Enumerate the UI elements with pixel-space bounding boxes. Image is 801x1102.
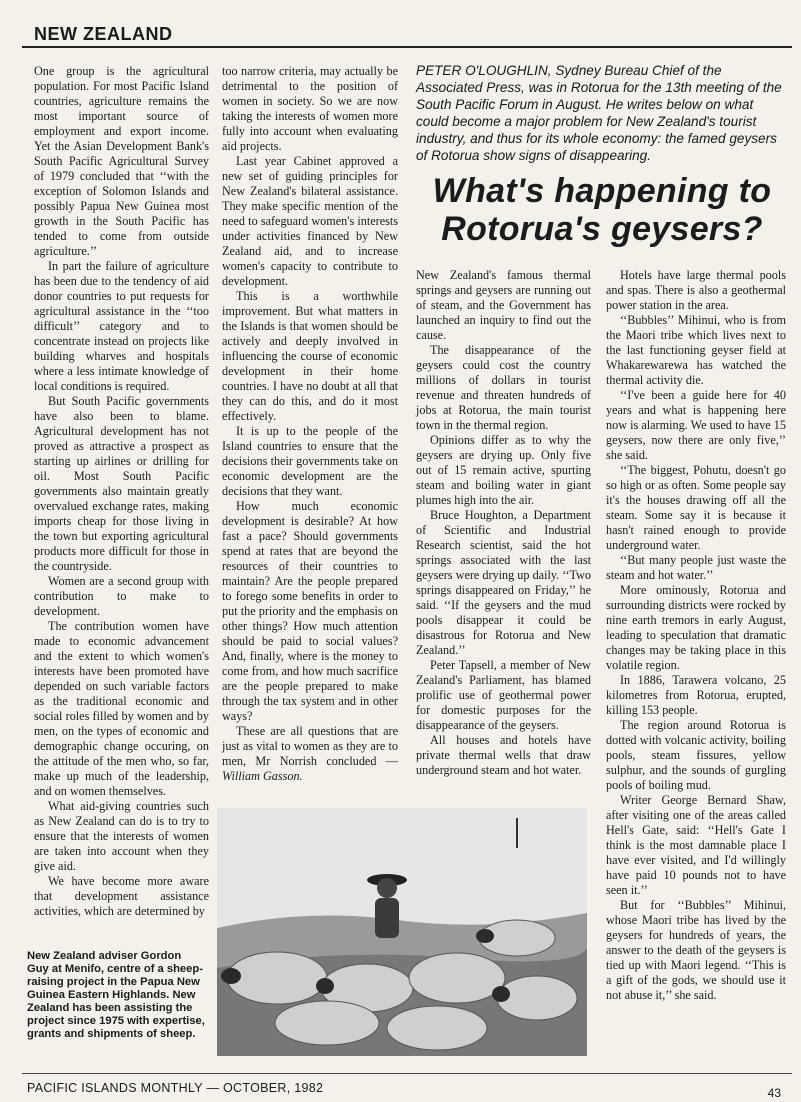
paragraph: New Zealand's famous thermal springs and geysers are running out of steam, and the Government has launched an inquiry to find out the cause. xyxy=(416,268,591,342)
paragraph: This is a worthwhile improvement. But what matters in the Islands is that women should be actively and deeply involved in influencing the course of economic development in their home countries. I have no doubt at all that they can do this, and do it most effectively. xyxy=(222,289,398,423)
photo-illustration xyxy=(217,808,587,1056)
paragraph: ‘‘I've been a guide here for 40 years and what is happening here now is alarming. We used to have 15 geysers, now there are only five,’’ she said. xyxy=(606,388,786,462)
article-column-2 xyxy=(222,64,398,784)
photo-caption: New Zealand adviser Gordon Guy at Menifo, centre of a sheep-raising project in the Papua New Guinea Eastern Highlands. New Zealand has been assisting the project since 1975 with expertise, grants and shipments of sheep. xyxy=(27,950,205,1040)
footer-rule xyxy=(22,1073,792,1074)
page-number: 43 xyxy=(767,1086,781,1100)
paragraph: ‘‘Bubbles’’ Mihinui, who is from the Maori tribe which lives next to the last functioning geyser field at Whakarewarewa has watched the thermal activity die. xyxy=(606,313,786,387)
article-headline xyxy=(416,172,788,248)
byline: William Gasson. xyxy=(222,769,303,783)
paragraph: In part the failure of agriculture has been due to the tendency of aid donor countries to put requests for agricultural assistance in the ‘‘too difficult’’ category and to concentrate instead on projects like building wharves and hospitals where a less intimate knowledge of local conditions is required. xyxy=(34,259,209,393)
header-rule xyxy=(22,46,792,48)
paragraph: The disappearance of the geysers could cost the country millions of dollars in tourist revenue and threaten hundreds of jobs at Rotorua, the main tourist town in the thermal region. xyxy=(416,343,591,432)
section-heading: NEW ZEALAND xyxy=(34,24,173,44)
article-column-3 xyxy=(416,268,591,778)
paragraph-text: These are all questions that are just as vital to women as they are to men, Mr Norrish concluded — xyxy=(222,724,398,768)
paragraph: But South Pacific governments have also been to blame. Agricultural development has not proved as attractive a prospect as starting up airlines or drilling for oil. Most South Pacific governments also maintain greatly overvalued exchange rates, making imports cheap for those living in the town but exporting agricultural products more difficult for those in the countryside. xyxy=(34,394,209,573)
article-column-1 xyxy=(34,64,209,919)
headline-line-1: What's happening to xyxy=(432,172,772,210)
paragraph: One group is the agricultural population. For most Pacific Island countries, agriculture remains the most important source of employment and export income. Yet the Asian Development Bank's South Pacific Agricultural Survey of 1979 concluded that ‘‘with the exception of Solomon Islands and possibly Papua New Guinea most growth in the South Pacific has tended to come from outside agriculture.’’ xyxy=(34,64,209,258)
paragraph: Bruce Houghton, a Department of Scientific and Industrial Research scientist, said the hot springs associated with the last geysers were drying up daily. ‘‘Two springs disappeared on Friday,’’ he said. ‘‘If the geysers and the mud pools disappear it could be disastrous for Rotorua and New Zealand.’’ xyxy=(416,508,591,657)
sheep-photo xyxy=(217,808,587,1056)
paragraph: All houses and hotels have private thermal wells that draw underground steam and hot water. xyxy=(416,733,591,777)
paragraph: More ominously, Rotorua and surrounding districts were rocked by nine earth tremors in early August, leading to speculation that dramatic changes may be taking place in this volatile region. xyxy=(606,583,786,672)
paragraph: We have become more aware that development assistance activities, which are determined by xyxy=(34,874,209,918)
paragraph: What aid-giving countries such as New Zealand can do is to try to ensure that the interests of women are taken into account when they give aid. xyxy=(34,799,209,873)
publication-footer: PACIFIC ISLANDS MONTHLY — OCTOBER, 1982 xyxy=(27,1081,324,1095)
paragraph: But for ‘‘Bubbles’’ Mihinui, whose Maori tribe has lived by the geysers for hundreds of years, the answer to the death of the geysers is tied up with Maori legend. ‘‘This is a gift of the gods, we should use it not abuse it,’’ she said. xyxy=(606,898,786,1002)
paragraph: Writer George Bernard Shaw, after visiting one of the areas called Hell's Gate, said: ‘‘Hell's Gate I think is the most damnable place I have ever visited, and I'd willingly have paid 10 pounds not to have seen it.’’ xyxy=(606,793,786,897)
headline-line-2: Rotorua's geysers? xyxy=(441,210,763,248)
paragraph: Hotels have large thermal pools and spas. There is also a geothermal power station in the area. xyxy=(606,268,786,312)
paragraph: The contribution women have made to economic advancement and the extent to which women's interests have been promoted have depended on such variable factors as the traditional economic and social roles filled by women and by men, on the types of economic and demographic change occuring, on the attitude of the men who, so far, make up much of the leadership, and on women themselves. xyxy=(34,619,209,798)
paragraph: How much economic development is desirable? At how fast a pace? Should governments spend at rates that are beyond the resources of their countries to maintain? Are the people prepared to forego some benefits in order to put the priority and the emphasis on other things? How much attention should be paid to social values? And, finally, where is the money to come from, and how much sacrifice are the people prepared to make through the tax system and in other ways? xyxy=(222,499,398,723)
paragraph: In 1886, Tarawera volcano, 25 kilometres from Rotorua, erupted, killing 153 people. xyxy=(606,673,786,717)
paragraph: The region around Rotorua is dotted with volcanic activity, boiling pools, steam fissures, yellow sulphur, and the sounds of gurgling pools of boiling mud. xyxy=(606,718,786,792)
article-intro: PETER O'LOUGHLIN, Sydney Bureau Chief of the Associated Press, was in Rotorua for the 13th meeting of the South Pacific Forum in August. He writes below on what could become a major problem for New Zealand's tourist industry, and thus for its whole economy: the famed geysers of Rotorua show signs of disappearing. xyxy=(416,63,782,163)
article-column-4 xyxy=(606,268,786,1003)
paragraph xyxy=(222,724,398,784)
paragraph: ‘‘The biggest, Pohutu, doesn't go so high or as often. Some people say it's the houses drawing off all the steam. Some say it is because it hasn't rained enough to provide underground water. xyxy=(606,463,786,552)
paragraph: Peter Tapsell, a member of New Zealand's Parliament, has blamed prolific use of geothermal power for domestic purposes for the disappearance of the geysers. xyxy=(416,658,591,732)
paragraph: too narrow criteria, may actually be detrimental to the position of women in society. So we are now taking the interests of women more fully into account when evaluating aid projects. xyxy=(222,64,398,153)
paragraph: Last year Cabinet approved a new set of guiding principles for New Zealand's bilateral assistance. They make specific mention of the need to safeguard women's interests under activities financed by New Zealand aid, and to increase women's capacity to contribute to development. xyxy=(222,154,398,288)
paragraph: Women are a second group with contribution to make to development. xyxy=(34,574,209,618)
paragraph: Opinions differ as to why the geysers are drying up. Only five out of 15 remain active, spurting steam and boiling water in giant plumes high into the air. xyxy=(416,433,591,507)
paragraph: ‘‘But many people just waste the steam and hot water.’’ xyxy=(606,553,786,582)
paragraph: It is up to the people of the Island countries to ensure that the decisions their governments take on economic development are the decisions that they want. xyxy=(222,424,398,498)
